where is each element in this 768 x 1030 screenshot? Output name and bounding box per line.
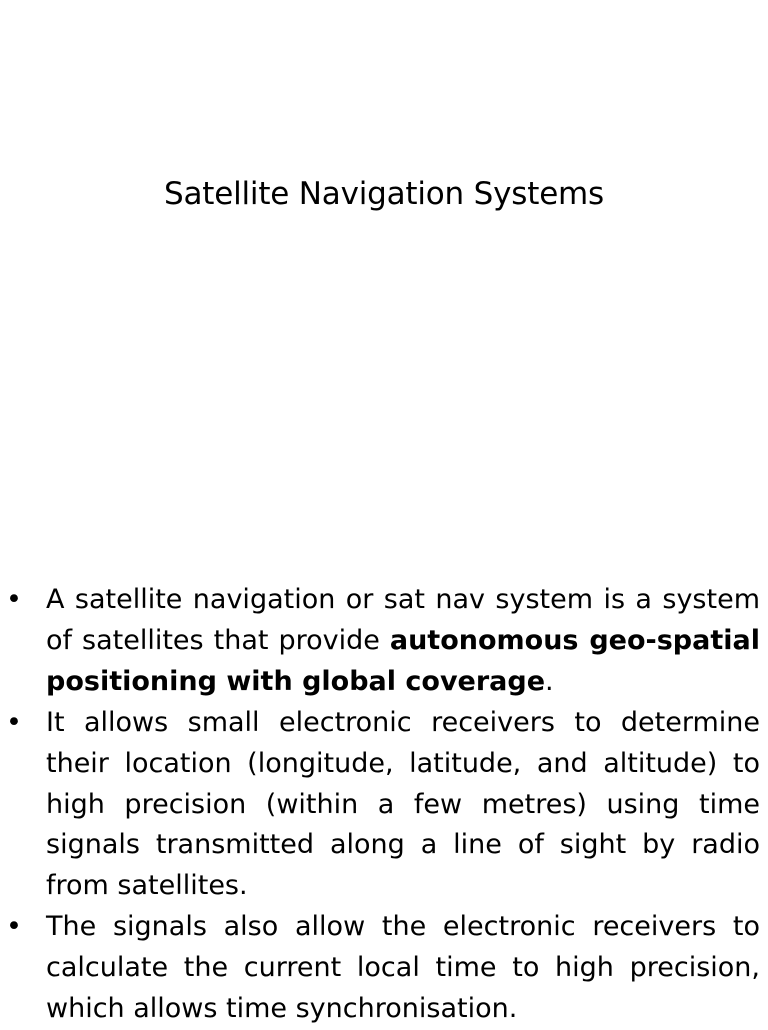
bullet-text-plain: A satellite navigation or sat nav system is a system of satellites that provide (46, 584, 760, 656)
bullet-item-3 (0, 907, 768, 1030)
bullet-text: It allows small electronic receivers to determine their location (longitude, latitude, and altitude) to high precision (within a few metres) using time signals transmitted along a line of sight by radio from satellites. (46, 706, 760, 902)
bullet-list (0, 580, 768, 1030)
bullet-icon: • (6, 911, 22, 943)
slide-title: Satellite Navigation Systems (163, 176, 605, 212)
bullet-item-2 (0, 703, 768, 908)
bullet-text-bold: autonomous geo-spatial positioning with global coverage (46, 624, 760, 697)
bullet-icon: • (6, 706, 22, 738)
bullet-text: The signals also allow the electronic receivers to calculate the current local time to high precision, which allows time synchronisation. (46, 911, 760, 1025)
bullet-item-1 (0, 580, 768, 703)
bullet-icon: • (6, 584, 22, 615)
bullet-text-end: . (545, 665, 554, 697)
